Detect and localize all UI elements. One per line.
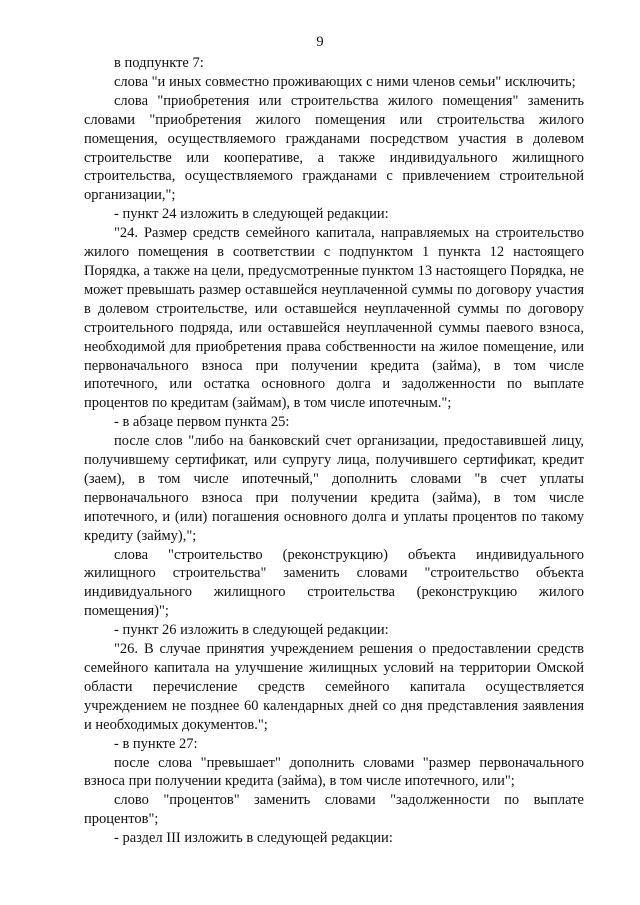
paragraph-item-27-intro: - в пункте 27: <box>114 735 198 752</box>
paragraph-item-27-replacement: слово "процентов" заменить словами "задолженности по выплате процентов"; <box>84 792 584 828</box>
paragraph-item-26-text: "26. В случае принятия учреждением решения о предоставлении средств семейного капитала на улучшение жилищных условий на территории Омской области перечисление средств семейного капитала осуществляется учреждением не позднее 60 календарных дней со дня представления заявления и необходимых документов."; <box>84 641 584 733</box>
page-number: 9 <box>316 34 324 50</box>
paragraph-section-3-intro: - раздел III изложить в следующей редакции: <box>114 830 393 847</box>
paragraph-replace-acquisition-words: слова "приобретения или строительства жилого помещения" заменить словами "приобретения жилого помещения или строительства жилого помещения, осуществляемого гражданами посредством участия в долевом строительстве или кооперативе, а также индивидуального жилищного строительства, осуществляемого гражданами с привлечением строительной организации,"; <box>84 92 584 204</box>
paragraph-item-25-intro: - в абзаце первом пункта 25: <box>114 414 290 431</box>
paragraph-exclude-family-members: слова "и иных совместно проживающих с ними членов семьи" исключить; <box>114 73 576 90</box>
paragraph-item-27-addition: после слова "превышает" дополнить словами "размер первоначального взноса при получении кредита (займа), в том числе ипотечного, или"; <box>84 754 584 790</box>
paragraph-item-25-addition: после слов "либо на банковский счет организации, предоставившей лицу, получившему сертификат, или супругу лица, получившего сертификат, кредит (заем), в том числе ипотечный," дополнить словами "в счет уплаты первоначального взноса при получении кредита (займа), в том числе ипотечного, и (или) погашения основного долга и уплаты процентов по такому кредиту (займу),"; <box>84 433 584 544</box>
paragraph-item-24-text: "24. Размер средств семейного капитала, направляемых на строительство жилого помещения в соответствии с подпунктом 1 пункта 12 настоящего Порядка, а также на цели, предусмотренные пунктом 13 настоящего Порядка, не может превышать размер оставшейся неуплаченной суммы по договору участия в долевом строительстве, или оставшейся неуплаченной суммы по договору строительного подряда, или оставшейся неуплаченной суммы паевого взноса, необходимой для приобретения права собственности на жилое помещение, или первоначального взноса при получении кредита (займа), в том числе ипотечного, или остатка основного долга и задолженности по выплате процентов по кредитам (займам), в том числе ипотечным."; <box>84 225 584 412</box>
document-body <box>84 54 584 848</box>
paragraph-subitem-7: в подпункте 7: <box>114 55 204 71</box>
paragraph-item-26-intro: - пункт 26 изложить в следующей редакции: <box>114 622 389 639</box>
paragraph-item-25-replacement: слова "строительство (реконструкцию) объекта индивидуального жилищного строительства" заменить словами "строительство объекта индивидуального жилищного строительства (реконструкцию жилого помещения)"; <box>84 546 584 620</box>
paragraph-item-24-intro: - пункт 24 изложить в следующей редакции: <box>114 206 389 223</box>
